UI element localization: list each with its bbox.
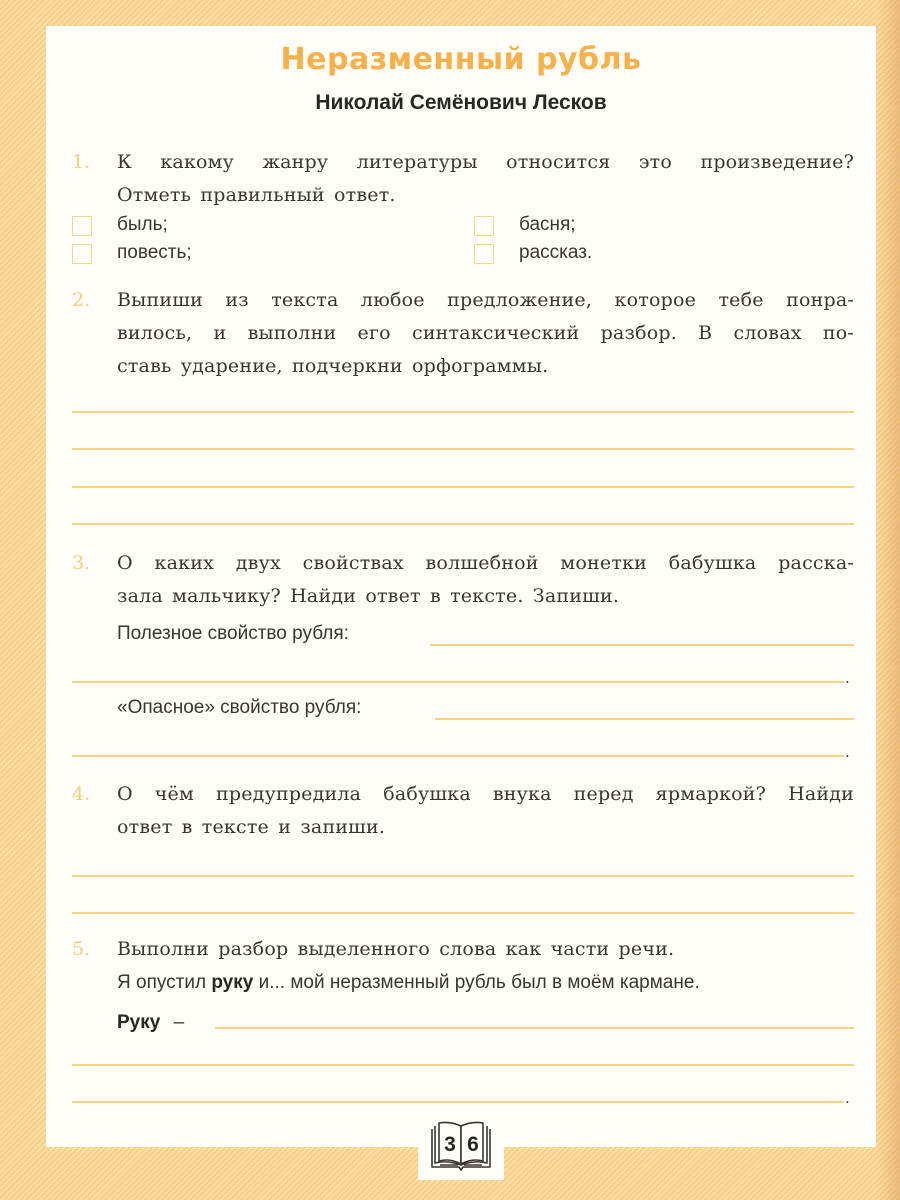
checkbox-basnya[interactable] — [474, 216, 494, 236]
question-line: ставь ударение, подчеркни орфограммы. — [117, 355, 549, 377]
question-line: Выполни разбор выделенного слова как части речи. — [117, 938, 675, 960]
option-label: повесть; — [117, 242, 192, 263]
page-digit: 3 — [444, 1133, 456, 1156]
question-number: 2. — [72, 289, 91, 311]
answer-line[interactable] — [72, 912, 854, 914]
answer-line[interactable] — [72, 448, 854, 450]
sentence-before: Я опустил — [117, 972, 212, 993]
end-period: . — [845, 668, 850, 687]
answer-line[interactable] — [72, 1064, 854, 1066]
field-word: Руку — [117, 1012, 161, 1033]
answer-line-dangerous[interactable] — [435, 718, 854, 720]
answer-line-useful[interactable] — [430, 644, 854, 646]
question-number: 4. — [72, 783, 91, 805]
question-line: Отметь правильный ответ. — [117, 184, 396, 206]
question-line: О чём предупредила бабушка внука перед ярмаркой? Найди — [117, 783, 854, 805]
answer-line[interactable] — [72, 523, 854, 525]
author-name: Николай Семёнович Лесков — [315, 91, 607, 114]
end-period: . — [845, 742, 850, 761]
page-edge-shadow — [876, 0, 900, 1200]
option-label: рассказ. — [519, 242, 593, 263]
answer-line[interactable] — [72, 411, 854, 413]
page-digit: 6 — [467, 1133, 479, 1156]
question-line: Выпиши из текста любое предложение, которое тебе понра- — [117, 289, 854, 311]
checkbox-rasskaz[interactable] — [474, 244, 494, 264]
answer-line[interactable] — [72, 875, 854, 877]
answer-line[interactable] — [72, 1101, 844, 1103]
field-label-useful: Полезное свойство рубля: — [117, 623, 349, 644]
question-line: вилось, и выполни его синтаксический разбор. В словах по- — [117, 322, 854, 344]
open-book-icon — [428, 1121, 494, 1175]
checkbox-byl[interactable] — [72, 216, 92, 236]
dash: – — [173, 1012, 185, 1033]
field-label-dangerous: «Опасное» свойство рубля: — [117, 697, 362, 718]
question-number: 1. — [72, 151, 91, 173]
end-period: . — [845, 1088, 850, 1107]
question-number: 3. — [72, 552, 91, 574]
question-line: зала мальчику? Найди ответ в тексте. Запиши. — [117, 585, 620, 607]
question-text — [117, 933, 854, 966]
sentence-after: и... мой неразменный рубль был в моём кармане. — [253, 972, 700, 993]
answer-line-ruku[interactable] — [215, 1027, 854, 1029]
question-text — [117, 778, 854, 844]
answer-line-useful-cont[interactable] — [72, 681, 844, 683]
question-text — [117, 284, 854, 383]
question-text — [117, 146, 854, 212]
example-sentence — [117, 970, 854, 996]
question-line: ответ в тексте и запиши. — [117, 816, 386, 838]
worksheet-panel — [46, 26, 876, 1147]
question-text — [117, 547, 854, 613]
question-number: 5. — [72, 938, 91, 960]
highlighted-word: руку — [211, 972, 254, 993]
option-label: басня; — [519, 214, 576, 235]
page-number-badge — [418, 1114, 504, 1180]
answer-line[interactable] — [72, 486, 854, 488]
question-line: О каких двух свойствах волшебной монетки бабушка расска- — [117, 552, 854, 574]
field-label-ruku — [117, 1010, 184, 1036]
question-line: К какому жанру литературы относится это произведение? — [117, 151, 854, 173]
sentence-text — [117, 970, 700, 996]
answer-line-dangerous-cont[interactable] — [72, 755, 844, 757]
option-label: быль; — [117, 214, 168, 235]
checkbox-povest[interactable] — [72, 244, 92, 264]
page-title: Неразменный рубль — [280, 42, 642, 77]
